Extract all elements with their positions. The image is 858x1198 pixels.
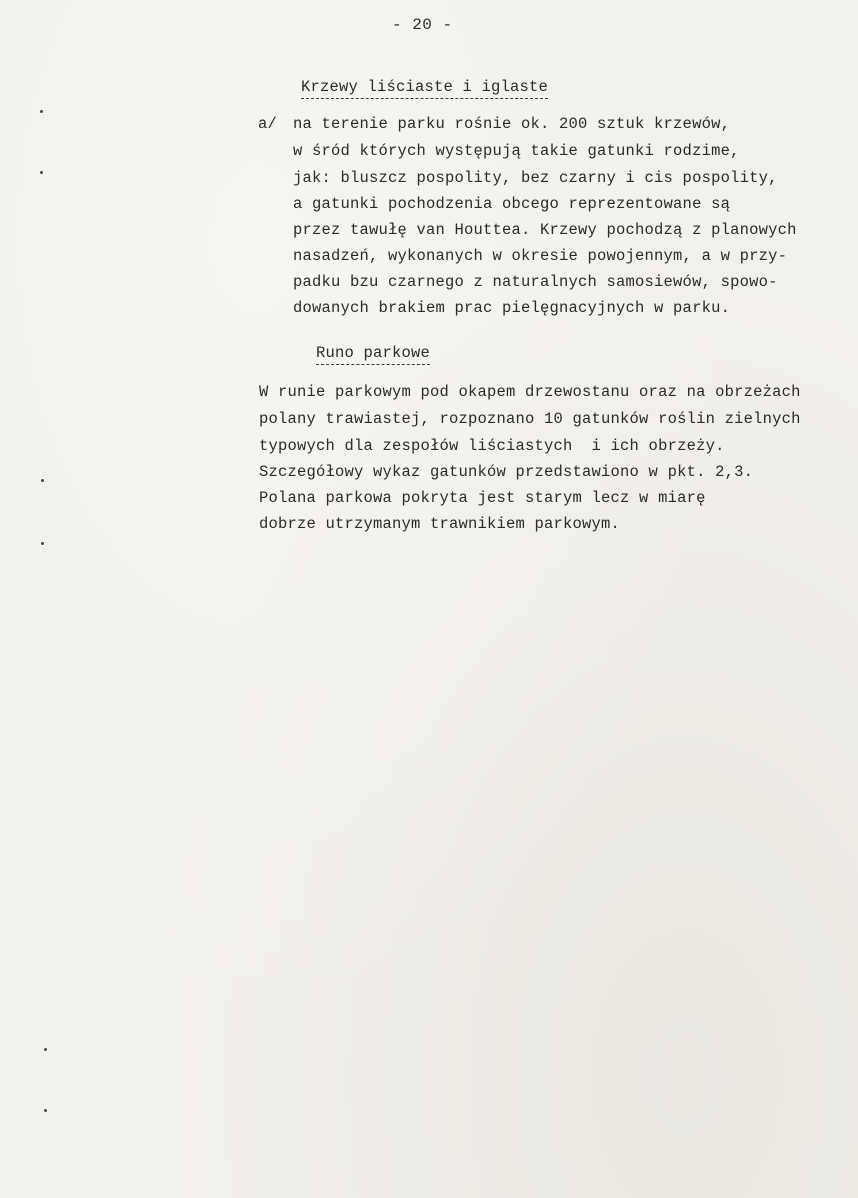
paragraph-line: dobrze utrzymanym trawnikiem parkowym. <box>259 515 621 533</box>
paragraph-line: padku bzu czarnego z naturalnych samosiewów, spowo- <box>293 273 778 291</box>
margin-dot <box>44 1048 47 1051</box>
paragraph-line: Polana parkowa pokryta jest starym lecz w miarę <box>259 489 706 507</box>
margin-dot <box>41 479 44 482</box>
margin-dot <box>41 542 44 545</box>
paragraph-line: przez tawułę van Houttea. Krzewy pochodzą z planowych <box>293 221 797 239</box>
section-heading-undergrowth: Runo parkowe <box>316 346 430 365</box>
paragraph-line: dowanych brakiem prac pielęgnacyjnych w parku. <box>293 299 731 317</box>
margin-dot <box>40 171 43 174</box>
paragraph-line: Szczegółowy wykaz gatunków przedstawiono w pkt. 2,3. <box>259 463 754 481</box>
list-marker: a/ <box>258 115 278 133</box>
paragraph-line: jak: bluszcz pospolity, bez czarny i cis pospolity, <box>293 169 778 187</box>
paragraph-line: W runie parkowym pod okapem drzewostanu oraz na obrzeżach <box>259 383 801 401</box>
paragraph-line: na terenie parku rośnie ok. 200 sztuk krzewów, <box>293 115 731 133</box>
paragraph-line: polany trawiastej, rozpoznano 10 gatunków roślin zielnych <box>259 410 801 428</box>
page-number: - 20 - <box>392 16 453 34</box>
margin-dot <box>40 110 43 113</box>
paragraph-line: nasadzeń, wykonanych w okresie powojennym, a w przy- <box>293 247 788 265</box>
section-heading-shrubs: Krzewy liściaste i iglaste <box>301 80 548 99</box>
paragraph-line: w śród których występują takie gatunki rodzime, <box>293 142 740 160</box>
margin-dot <box>44 1109 47 1112</box>
paragraph-line: typowych dla zespołów liściastych i ich obrzeży. <box>259 437 725 455</box>
paragraph-line: a gatunki pochodzenia obcego reprezentowane są <box>293 195 731 213</box>
